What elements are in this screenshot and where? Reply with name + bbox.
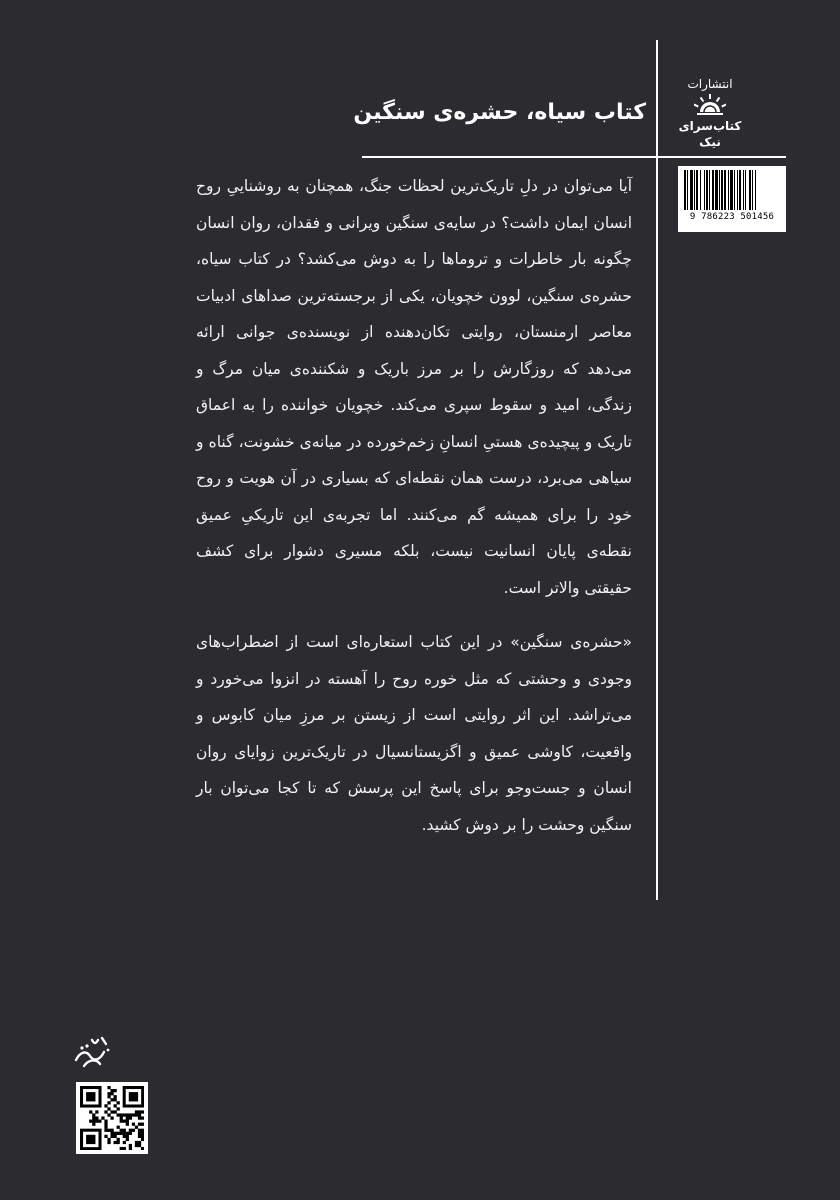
horizontal-divider-line <box>362 156 786 158</box>
signature-mark <box>70 1030 114 1078</box>
sunrise-icon <box>694 94 726 116</box>
qr-code-pattern <box>80 1086 144 1150</box>
qr-code[interactable] <box>76 1082 148 1154</box>
publisher-top-label: انتشارات <box>687 77 733 91</box>
barcode-bars <box>682 170 782 210</box>
blurb-paragraph-2: «حشره‌ی سنگین» در این کتاب استعاره‌ای است از اضطراب‌های وجودی و وحشتی که مثل خوره روح را آهسته در انزوا می‌خورد و می‌تراشد. این اثر روایتی است از زیستن بر مرزِ میان کابوس و واقعیت، کاوشی عمیق و اگزیستانسیال در تاریک‌ترین زوایای روان انسان و جست‌وجو برای پاسخ این پرسش که تا کجا می‌توان بار سنگین وحشت را بر دوش کشید. <box>196 633 632 834</box>
isbn-barcode <box>678 166 786 232</box>
barcode-digits: 9 786223 501456 <box>689 212 775 222</box>
blurb-paragraph-1: آیا می‌توان در دلِ تاریک‌ترین لحظات جنگ، همچنان به روشناییِ روح انسان ایمان داشت؟ در سایه‌ی سنگین ویرانی و فقدان، روان انسان چگونه بار خاطرات و تروماها را به دوش می‌کشد؟ در کتاب سیاه، حشره‌ی سنگین، لوون خچویان، یکی از برجسته‌ترین صداهای ادبیات معاصر ارمنستان، روایتی تکان‌دهنده از نویسنده‌ی جوانی ارائه می‌دهد که روزگارش را بر مرز باریک و شکننده‌ی میان مرگ و زندگی، امید و سقوط سپری می‌کند. خچویان خواننده را به اعماق تاریک و پیچیده‌ی هستیِ انسانِ زخم‌خورده در میانه‌ی خشونت، گناه و سیاهی می‌برد، درست همان نقطه‌ای که بسیاری در آن هویت و روح خود را برای همیشه گم می‌کنند. اما تجربه‌ی این تاریکیِ عمیق نقطه‌ی پایان انسانیت نیست، بلکه مسیری دشوار برای کشف حقیقتی والاتر است. <box>196 177 632 597</box>
book-title: کتاب سیاه، حشره‌ی سنگین <box>353 100 646 125</box>
vertical-divider-line <box>656 40 658 900</box>
publisher-name: کتاب‌سرای نیک <box>678 119 742 149</box>
publisher-logo <box>678 76 742 150</box>
